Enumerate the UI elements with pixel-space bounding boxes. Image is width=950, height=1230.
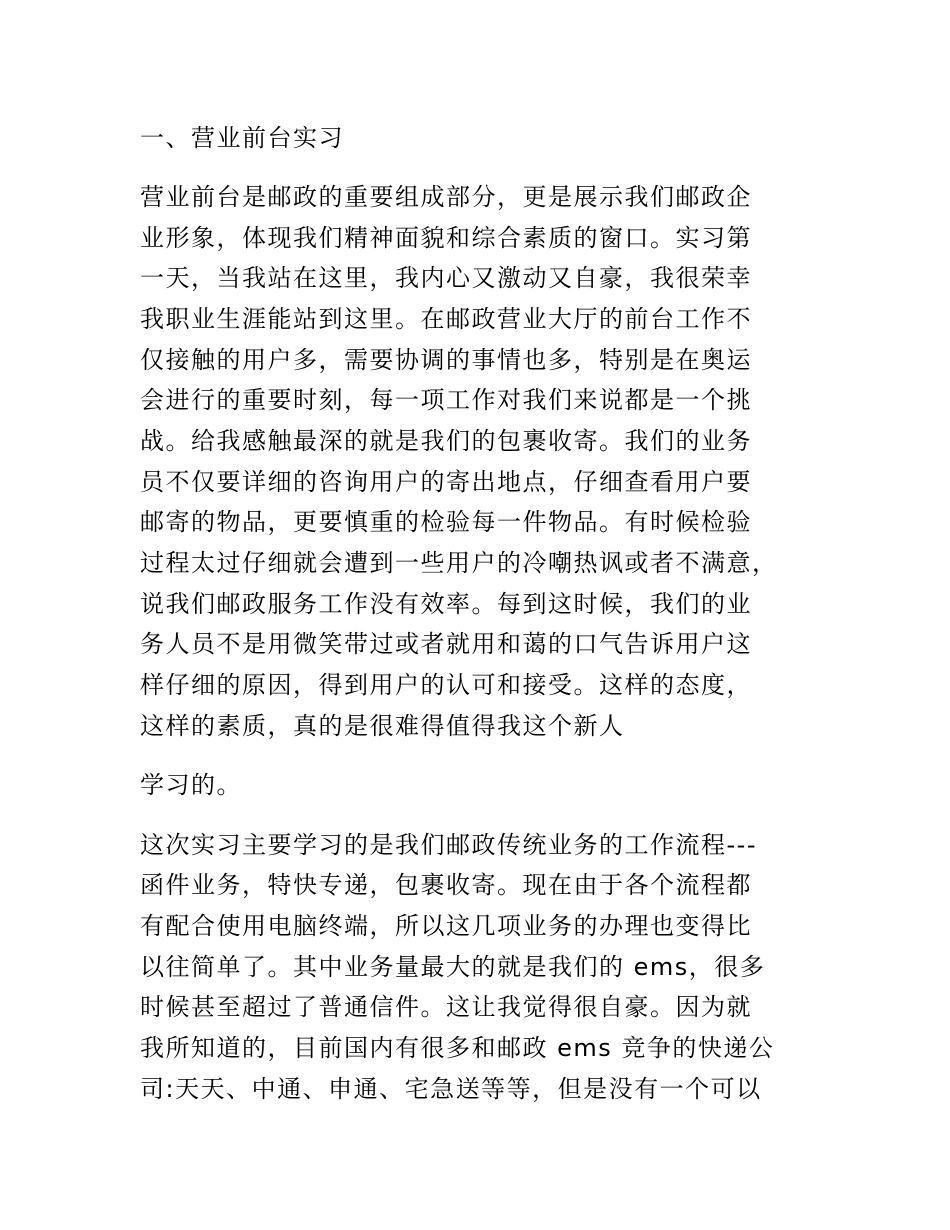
text-line: 我职业生涯能站到这里。在邮政营业大厅的前台工作不 <box>140 305 752 333</box>
text-line: 仅接触的用户多，需要协调的事情也多，特别是在奥运 <box>140 346 752 374</box>
text-line: 我所知道的，目前国内有很多和邮政 ems 竞争的快递公 <box>140 1034 775 1062</box>
text-line: 务人员不是用微笑带过或者就用和蔼的口气告诉用户这 <box>140 630 752 658</box>
text-line: 员不仅要详细的咨询用户的寄出地点，仔细查看用户要 <box>140 468 752 496</box>
text-line: 司:天天、中通、申通、宅急送等等，但是没有一个可以 <box>140 1075 762 1103</box>
text-line: 样仔细的原因，得到用户的认可和接受。这样的态度， <box>140 671 752 699</box>
text-line: 说我们邮政服务工作没有效率。每到这时候，我们的业 <box>140 590 752 618</box>
text-line: 这样的素质，真的是很难得值得我这个新人 <box>140 712 625 740</box>
text-line: 业形象，体现我们精神面貌和综合素质的窗口。实习第 <box>140 224 752 252</box>
section-heading: 一、营业前台实习 <box>140 124 344 152</box>
text-line: 过程太过仔细就会遭到一些用户的冷嘲热讽或者不满意， <box>140 549 778 577</box>
text-line: 这次实习主要学习的是我们邮政传统业务的工作流程--- <box>140 831 757 859</box>
text-line: 以往简单了。其中业务量最大的就是我们的 ems，很多 <box>140 953 766 981</box>
paragraph-1-tail: 学习的。 <box>140 771 242 799</box>
text-line: 邮寄的物品，更要慎重的检验每一件物品。有时候检验 <box>140 508 752 536</box>
text-line: 有配合使用电脑终端，所以这几项业务的办理也变得比 <box>140 912 752 940</box>
text-line: 会进行的重要时刻，每一项工作对我们来说都是一个挑 <box>140 386 752 414</box>
text-line: 营业前台是邮政的重要组成部分，更是展示我们邮政企 <box>140 183 752 211</box>
text-line: 函件业务，特快专递，包裹收寄。现在由于各个流程都 <box>140 871 752 899</box>
text-line: 时候甚至超过了普通信件。这让我觉得很自豪。因为就 <box>140 993 752 1021</box>
text-line: 一天，当我站在这里，我内心又激动又自豪，我很荣幸 <box>140 264 752 292</box>
text-line: 战。给我感触最深的就是我们的包裹收寄。我们的业务 <box>140 427 752 455</box>
